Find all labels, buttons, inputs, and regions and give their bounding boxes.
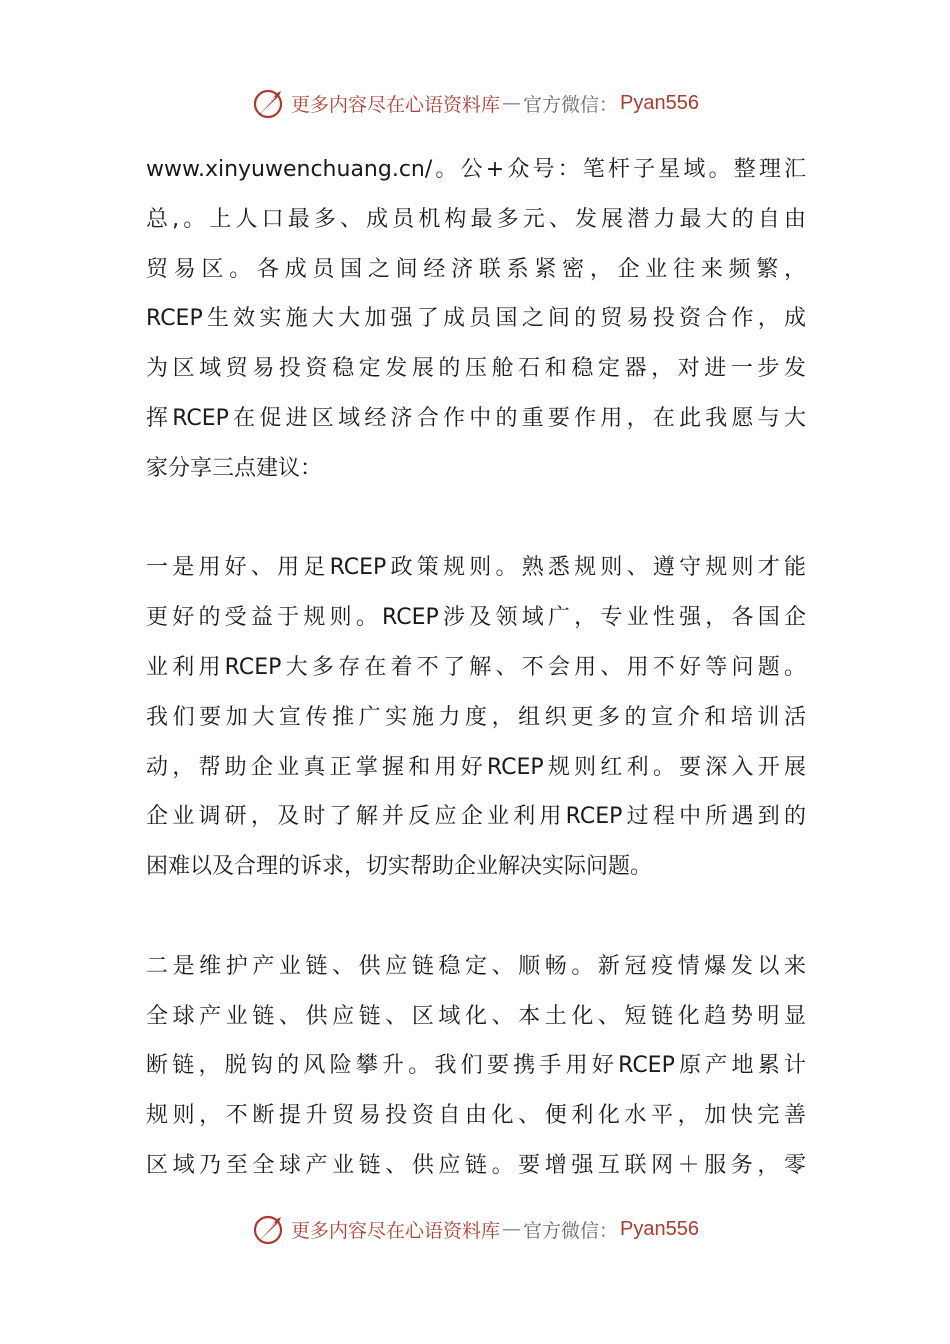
quill-logo-icon bbox=[251, 85, 287, 121]
banner-wechat-id: Pyan556 bbox=[620, 1217, 699, 1240]
text-line: 为区域贸易投资稳定发展的压舱石和稳定器，对进一步发 bbox=[146, 356, 806, 382]
document-body bbox=[146, 145, 806, 1191]
text-line: 困难以及合理的诉求，切实帮助企业解决实际问题。 bbox=[146, 854, 653, 880]
text-line: 家分享三点建议： bbox=[146, 455, 323, 481]
text-line: 贸易区。各成员国之间经济联系紧密，企业往来频繁， bbox=[146, 256, 806, 282]
banner-dash: — bbox=[502, 1218, 522, 1240]
text-line: 企业调研，及时了解并反应企业利用RCEP过程中所遇到的 bbox=[146, 804, 806, 830]
text-line: 二是维护产业链、供应链稳定、顺畅。新冠疫情爆发以来 bbox=[146, 953, 806, 979]
text-line: 一是用好、用足RCEP政策规则。熟悉规则、遵守规则才能 bbox=[146, 555, 806, 581]
paragraph-3 bbox=[146, 942, 806, 1191]
text-line: 业利用RCEP大多存在着不了解、不会用、用不好等问题。 bbox=[146, 654, 806, 680]
text-line: 全球产业链、供应链、区域化、本土化、短链化趋势明显 bbox=[146, 1003, 806, 1029]
text-line: 更好的受益于规则。RCEP涉及领域广，专业性强，各国企 bbox=[146, 605, 806, 631]
text-line: 我们要加大宣传推广实施力度，组织更多的宣介和培训活 bbox=[146, 704, 806, 730]
paragraph-gap bbox=[146, 494, 806, 544]
quill-logo-icon bbox=[251, 1211, 287, 1247]
banner-dash: — bbox=[502, 92, 522, 114]
paragraph-1 bbox=[146, 145, 806, 494]
text-line: RCEP生效实施大大加强了成员国之间的贸易投资合作，成 bbox=[146, 306, 806, 332]
header-banner bbox=[0, 83, 950, 123]
banner-wechat-label: 官方微信： bbox=[523, 1219, 619, 1242]
banner-wechat-label: 官方微信： bbox=[523, 93, 619, 116]
text-line: 总,。上人口最多、成员机构最多元、发展潜力最大的自由 bbox=[146, 206, 806, 232]
text-line: 断链，脱钩的风险攀升。我们要携手用好RCEP原产地累计 bbox=[146, 1053, 806, 1079]
footer-banner bbox=[0, 1209, 950, 1249]
text-line: 规则，不断提升贸易投资自由化、便利化水平，加快完善 bbox=[146, 1103, 806, 1129]
paragraph-gap bbox=[146, 892, 806, 942]
text-line: 动，帮助企业真正掌握和用好RCEP规则红利。要深入开展 bbox=[146, 754, 806, 780]
text-line: 挥RCEP在促进区域经济合作中的重要作用，在此我愿与大 bbox=[146, 405, 806, 431]
paragraph-2 bbox=[146, 543, 806, 892]
text-line: 区域乃至全球产业链、供应链。要增强互联网＋服务，零 bbox=[146, 1152, 806, 1178]
text-line: www.xinyuwenchuang.cn/。公+众号：笔杆子星域。整理汇 bbox=[146, 157, 806, 182]
banner-title: 更多内容尽在心语资料库 bbox=[291, 1219, 501, 1242]
banner-wechat-id: Pyan556 bbox=[620, 91, 699, 114]
banner-title: 更多内容尽在心语资料库 bbox=[291, 93, 501, 116]
